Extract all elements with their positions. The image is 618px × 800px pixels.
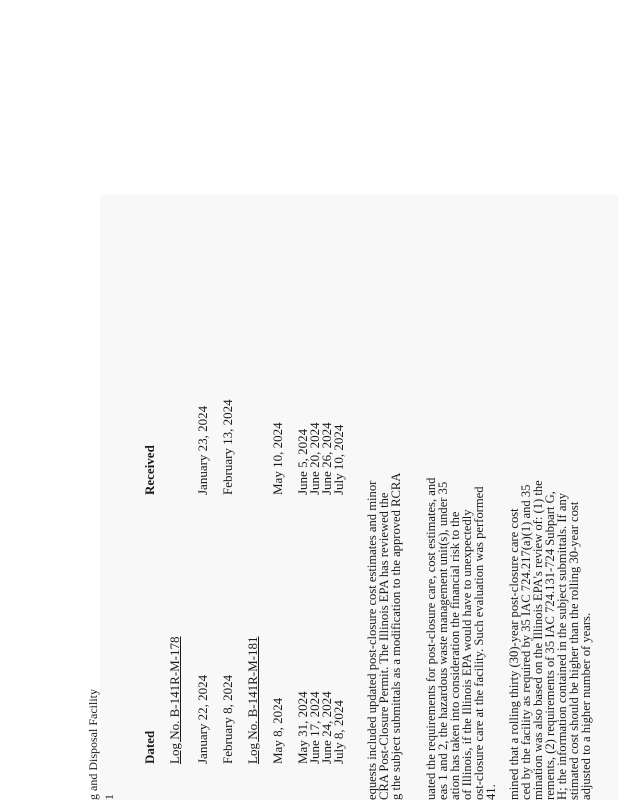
received-cell: June 20, 2024 bbox=[307, 422, 322, 495]
dated-cell: June 24, 2024 bbox=[319, 691, 334, 764]
dated-cell: June 17, 2024 bbox=[307, 691, 322, 764]
dated-cell: July 8, 2024 bbox=[331, 700, 346, 764]
paragraph-1-line: CRA Post-Closure Permit. The Illinois EPA has reviewed the bbox=[377, 492, 391, 800]
received-cell: June 5, 2024 bbox=[295, 428, 310, 495]
paragraph-3-line: adjusted to a higher number of years. bbox=[579, 612, 593, 800]
paragraph-1-line: g the subject submittals as a modification to the approved RCRA bbox=[389, 472, 403, 800]
paragraph-2-line: eas 1 and 2, the hazardous waste management unit(s), under 35 bbox=[436, 481, 450, 800]
log-number-181: Log No. B-141R-M-181 bbox=[245, 636, 260, 764]
paragraph-3-line: mination was also based on the Illinois EPA's review of: (1) the bbox=[531, 480, 545, 800]
column-header-dated: Dated bbox=[142, 730, 157, 764]
received-cell: January 23, 2024 bbox=[195, 405, 210, 495]
received-cell: June 26, 2024 bbox=[319, 422, 334, 495]
paragraph-2-line: 41. bbox=[484, 784, 498, 800]
dated-cell: February 8, 2024 bbox=[220, 674, 235, 764]
header-line-2: 1 bbox=[102, 794, 116, 800]
dated-cell: May 8, 2024 bbox=[270, 697, 285, 764]
paragraph-2-line: ation has taken into consideration the financial risk to the bbox=[448, 511, 462, 800]
paragraph-3-line: stimated cost should be higher than the rolling 30-year cost bbox=[567, 501, 581, 800]
column-header-received: Received bbox=[142, 445, 157, 495]
log-number-178: Log No. B-141R-M-178 bbox=[167, 636, 182, 764]
dated-cell: May 31, 2024 bbox=[295, 691, 310, 764]
received-cell: May 10, 2024 bbox=[270, 422, 285, 495]
facility-name-line: g and Disposal Facility bbox=[86, 689, 100, 800]
paragraph-3-line: H; the information contained in the subject submittals. If any bbox=[555, 492, 569, 800]
paragraph-2-line: ost-closure care at the facility. Such evaluation was performed bbox=[472, 486, 486, 800]
paragraph-3-line: mined that a rolling thirty (30)-year post-closure care cost bbox=[507, 508, 521, 800]
paragraph-3-line: ced by the facility as required by 35 IAC 724.217(a)(1) and 35 bbox=[519, 484, 533, 800]
paragraph-3-line: rements, (2) requirements of 35 IAC 724.131-724 Subpart G, bbox=[543, 491, 557, 800]
dated-cell: January 22, 2024 bbox=[195, 674, 210, 764]
received-cell: February 13, 2024 bbox=[220, 399, 235, 495]
paragraph-2-line: uated the requirements for post-closure care, cost estimates, and bbox=[424, 477, 438, 800]
paragraph-1-line: equests included updated post-closure cost estimates and minor bbox=[365, 480, 379, 800]
paragraph-2-line: of Illinois, if the Illinois EPA would have to unexpectedly bbox=[460, 509, 474, 800]
received-cell: July 10, 2024 bbox=[331, 424, 346, 495]
